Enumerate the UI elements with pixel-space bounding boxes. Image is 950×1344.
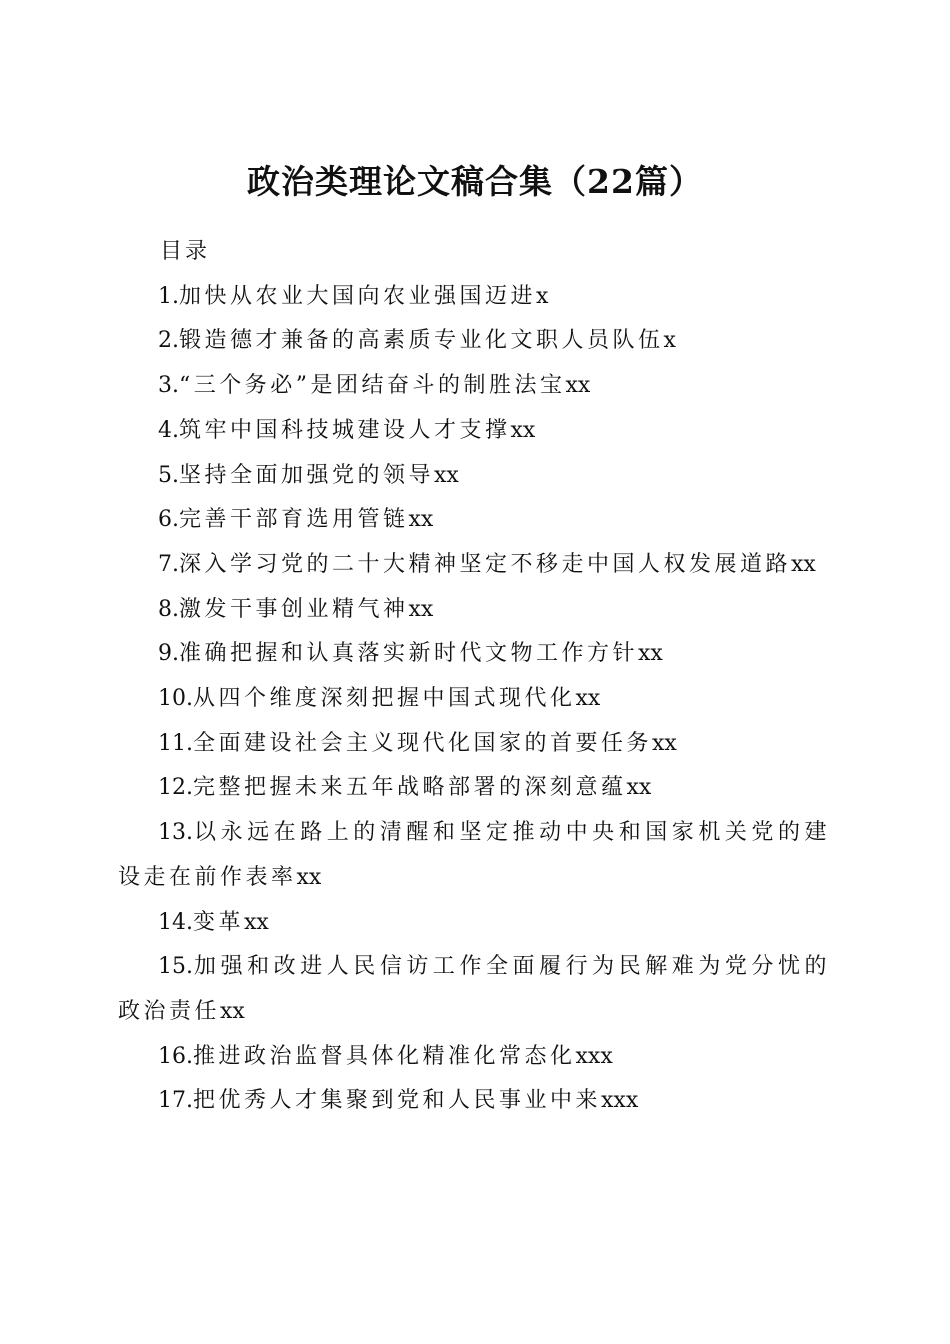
toc-entry-title: 把优秀人才集聚到党和人民事业中来 [193,1088,602,1114]
toc-entry [118,364,830,409]
toc-entry [118,409,830,454]
toc-entry-page: xx [652,730,677,756]
toc-entry-title: 以永远在路上的清醒和坚定推动中央和国家机关党的建设走在前作表率 [118,820,830,890]
toc-entry [118,275,830,320]
toc-entry [118,901,830,946]
toc-entry-number: 4. [158,417,179,443]
toc-entry-number: 15. [158,954,193,980]
toc-entry-title: 完整把握未来五年战略部署的深刻意蕴 [193,775,627,801]
table-of-contents [118,230,830,1124]
toc-entry-title: 深入学习党的二十大精神坚定不移走中国人权发展道路 [179,551,792,577]
toc-entry-number: 5. [158,462,179,488]
toc-entry [118,677,830,722]
toc-entry [118,766,830,811]
toc-heading: 目录 [160,239,211,264]
toc-entry-number: 3. [158,373,179,399]
toc-entry-number: 2. [158,328,179,354]
toc-entry-page: xx [296,864,322,890]
toc-entry-number: 6. [158,507,179,533]
toc-list [118,275,830,1124]
toc-entry-title: 推进政治监督具体化精准化常态化 [193,1043,576,1069]
toc-entry-page: x [536,283,549,309]
toc-entry-title: 从四个维度深刻把握中国式现代化 [193,686,576,712]
toc-entry-title: 筑牢中国科技城建设人才支撑 [179,417,511,443]
toc-entry-page: xx [408,507,434,533]
toc-entry [118,498,830,543]
toc-entry-title: 加快从农业大国向农业强国迈进 [179,283,537,309]
toc-entry-title: 坚持全面加强党的领导 [179,462,435,488]
toc-entry-page: xxx [601,1088,639,1114]
toc-entry [118,588,830,633]
document-title: 政治类理论文稿合集（22篇） [247,162,703,202]
toc-entry-number: 7. [158,551,179,577]
toc-entry [118,722,830,767]
toc-entry-title: 加强和改进人民信访工作全面履行为民解难为党分忧的政治责任 [118,954,830,1024]
toc-entry [118,945,830,1034]
toc-entry [118,1035,830,1080]
toc-entry-title: 变革 [193,909,245,935]
toc-entry-number: 12. [158,775,193,801]
toc-entry-number: 11. [158,730,193,756]
toc-entry [118,811,830,900]
toc-entry-number: 1. [158,283,179,309]
toc-entry [118,543,830,588]
toc-entry-page: xx [626,775,652,801]
toc-entry-page: xx [220,998,245,1024]
toc-entry-page: x [663,328,676,354]
toc-entry-page: xx [638,641,663,667]
toc-entry-title: 全面建设社会主义现代化国家的首要任务 [193,730,653,756]
toc-entry-number: 9. [158,641,179,667]
toc-entry [118,1079,830,1124]
toc-entry-number: 13. [158,820,193,846]
toc-entry-page: xx [408,596,434,622]
toc-entry-page: xx [565,373,591,399]
toc-entry-number: 17. [158,1088,193,1114]
toc-entry-title: “三个务必”是团结奋斗的制胜法宝 [179,373,566,399]
toc-entry-number: 14. [158,909,193,935]
toc-entry-page: xx [434,462,459,488]
toc-entry-title: 锻造德才兼备的高素质专业化文职人员队伍 [179,328,664,354]
toc-entry [118,632,830,677]
toc-entry-number: 10. [158,686,193,712]
toc-entry-page: xx [510,417,536,443]
toc-entry-page: xx [791,551,816,577]
toc-entry-page: xxx [575,1043,613,1069]
toc-entry-number: 8. [158,596,179,622]
toc-entry-title: 准确把握和认真落实新时代文物工作方针 [179,641,639,667]
toc-entry [118,454,830,499]
toc-entry-number: 16. [158,1043,193,1069]
toc-entry-page: xx [244,909,269,935]
toc-entry-title: 激发干事创业精气神 [179,596,409,622]
toc-entry-title: 完善干部育选用管链 [179,507,409,533]
toc-entry [118,319,830,364]
toc-entry-page: xx [575,686,601,712]
